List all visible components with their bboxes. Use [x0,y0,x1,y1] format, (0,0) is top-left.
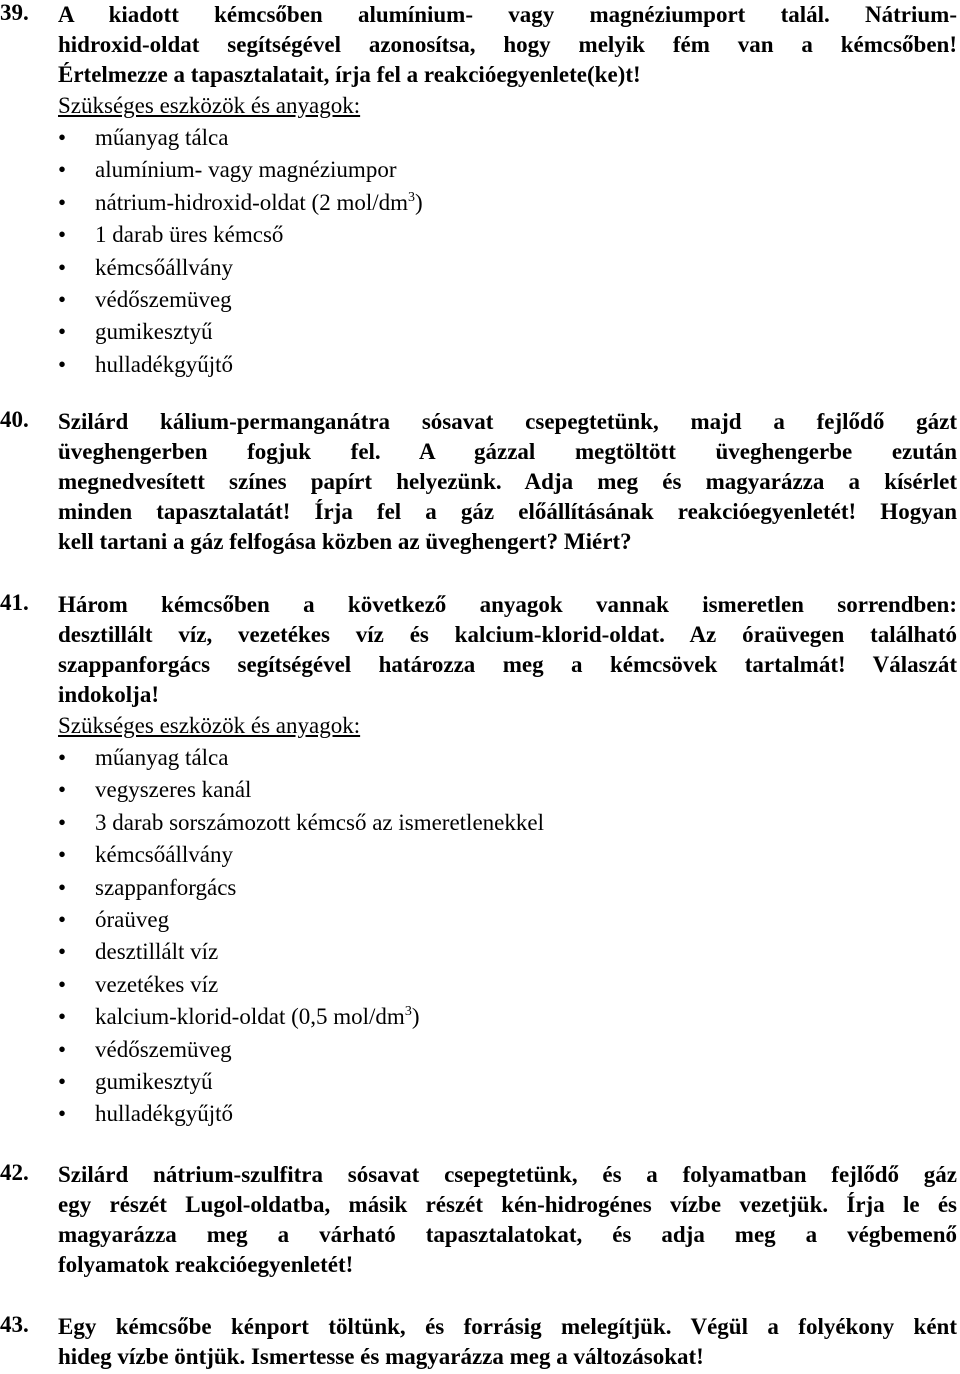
question-line: Értelmezze a tapasztalatait, írja fel a reakcióegyenlete(ke)t! [58,62,641,87]
list-item: • kémcsőállvány [58,839,957,871]
bullet-icon: • [58,157,67,183]
list-item: • alumínium- vagy magnéziumpor [58,154,957,186]
list-item: • óraüveg [58,904,957,936]
superscript: 3 [408,189,416,205]
task-43 [0,1312,957,1372]
bullet-icon: • [58,874,67,900]
bullet-icon: • [58,189,67,215]
bullet-icon: • [58,254,67,280]
bullet-icon: • [58,319,67,345]
question-line: A kiadott kémcsőben alumínium- vagy magnéziumport talál. Nátrium- [58,2,957,27]
list-item: • nátrium-hidroxid-oldat (2 mol/$dm^3$) [58,187,957,219]
list-item: • gumikesztyű [58,1066,957,1098]
list-item: • hulladékgyűjtő [58,349,957,381]
list-item: • kémcsőállvány [58,252,957,284]
bullet-icon: • [58,777,67,803]
bullet-icon: • [58,842,67,868]
task-question [58,407,957,557]
list-item: • védőszemüveg [58,1034,957,1066]
bullet-icon: • [58,809,67,835]
bullet-icon: • [58,286,67,312]
list-item: • szappanforgács [58,872,957,904]
bullet-icon: • [58,1004,67,1030]
list-item: • védőszemüveg [58,284,957,316]
task-number: 40. [0,407,29,432]
list-item: • vezetékes víz [58,969,957,1001]
list-item: • műanyag tálca [58,122,957,154]
list-item: • gumikesztyű [58,316,957,348]
bullet-icon: • [58,351,67,377]
bullet-icon: • [58,125,67,150]
question-line: szappanforgács segítségével határozza meg a kémcsövek tartalmát! Válaszát [58,652,957,677]
question-line: kell tartani a gáz felfogása közben az üveghengert? Miért? [58,529,632,554]
bullet-icon: • [58,222,67,248]
task-question [58,1160,957,1280]
question-line: hidroxid-oldat segítségével azonosítsa, hogy melyik fém van a kémcsőben! [58,32,957,57]
list-item: • műanyag tálca [58,742,957,774]
question-line: desztillált víz, vezetékes víz és kalcium-klorid-oldat. Az óraüvegen található [58,622,957,647]
list-item: • vegyszeres kanál [58,774,957,806]
task-40 [0,407,957,557]
task-number: 41. [0,590,29,615]
task-42 [0,1160,957,1280]
bullet-icon: • [58,745,67,770]
question-line: folyamatok reakcióegyenletét! [58,1252,354,1277]
question-line: indokolja! [58,682,159,707]
task-number: 42. [0,1160,29,1185]
question-line: Szilárd nátrium-szulfitra sósavat csepegtetünk, és a folyamatban fejlődő gáz [58,1162,957,1187]
bullet-icon: • [58,906,67,932]
bullet-icon: • [58,939,67,965]
task-41 [0,590,957,1131]
question-line: Szilárd kálium-permanganátra sósavat csepegtetünk, majd a fejlődő gázt [58,409,957,434]
task-question [58,1312,957,1372]
question-line: üveghengerben fogjuk fel. A gázzal megtöltött üveghengerbe ezután [58,439,957,464]
question-line: minden tapasztalatát! Írja fel a gáz előállításának reakcióegyenletét! Hogyan [58,499,957,524]
question-line: egy részét Lugol-oldatba, másik részét kén-hidrogénes vízbe vezetjük. Írja le és [58,1192,957,1217]
question-line: magyarázza meg a várható tapasztalatokat, és adja meg a végbemenő [58,1222,957,1247]
question-line: Egy kémcsőbe kénport töltünk, és forrásig melegítjük. Végül a folyékony ként [58,1314,957,1339]
task-question [58,590,957,710]
requirements-list [58,742,957,1131]
requirements-heading: Szükséges eszközök és anyagok: [58,713,361,738]
superscript: 3 [404,1004,412,1020]
question-line: megnedvesített színes papírt helyezünk. Adja meg és magyarázza a kísérlet [58,469,957,494]
task-39 [0,0,957,381]
bullet-icon: • [58,1101,67,1127]
bullet-icon: • [58,1036,67,1062]
task-number: 43. [0,1312,29,1337]
question-line: hideg vízbe öntjük. Ismertesse és magyarázza meg a változásokat! [58,1344,704,1369]
list-item: • 3 darab sorszámozott kémcső az ismeretlenekkel [58,807,957,839]
requirements-list [58,122,957,381]
task-number: 39. [0,0,29,25]
requirements-heading: Szükséges eszközök és anyagok: [58,93,361,118]
list-item: • kalcium-klorid-oldat (0,5 mol/$dm^3$) [58,1001,957,1033]
list-item: • 1 darab üres kémcső [58,219,957,251]
bullet-icon: • [58,971,67,997]
bullet-icon: • [58,1068,67,1094]
task-question [58,0,957,90]
question-line: Három kémcsőben a következő anyagok vannak ismeretlen sorrendben: [58,592,957,617]
list-item: • hulladékgyűjtő [58,1098,957,1130]
list-item: • desztillált víz [58,936,957,968]
